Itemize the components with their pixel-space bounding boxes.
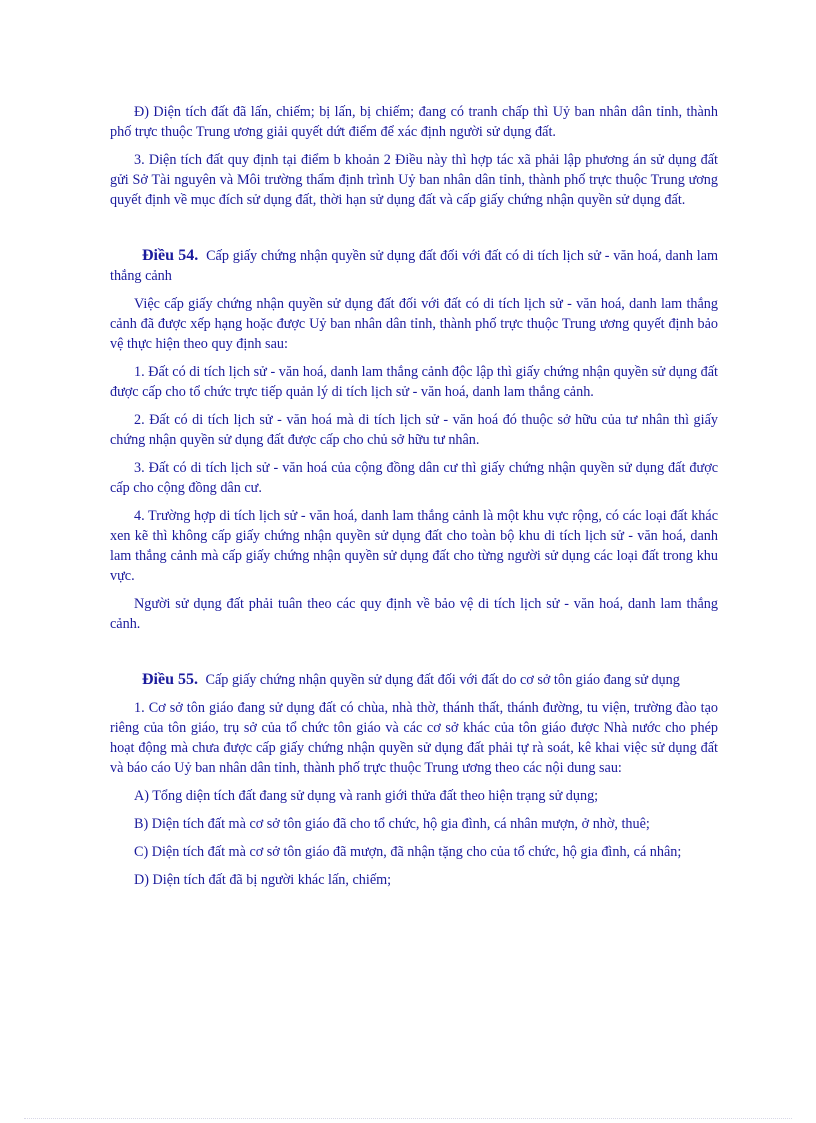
article-55-subitem-c: C) Diện tích đất mà cơ sở tôn giáo đã mượn, đã nhận tặng cho của tổ chức, hộ gia đình, cá nhân; — [134, 844, 682, 860]
page-bottom-divider — [24, 1118, 792, 1119]
article-55-subitem-a: A) Tổng diện tích đất đang sử dụng và ranh giới thửa đất theo hiện trạng sử dụng; — [134, 788, 599, 804]
article-54-item-2: 2. Đất có di tích lịch sử - văn hoá mà di tích lịch sử - văn hoá đó thuộc sở hữu của tư nhân thì giấy chứng nhận quyền sử dụng đất được cấp cho chủ sở hữu tư nhân. — [110, 412, 718, 448]
article-55-subitem-b: B) Diện tích đất mà cơ sở tôn giáo đã cho tổ chức, hộ gia đình, cá nhân mượn, ở nhờ, thuê; — [134, 816, 650, 832]
paragraph-item-3: 3. Diện tích đất quy định tại điểm b khoản 2 Điều này thì hợp tác xã phải lập phương án sử dụng đất gửi Sở Tài nguyên và Môi trường thẩm định trình Uỷ ban nhân dân tỉnh, thành phố trực thuộc Trung ương quyết định về mục đích sử dụng đất, thời hạn sử dụng đất và cấp giấy chứng nhận quyền sử dụng đất. — [110, 152, 718, 208]
article-54-closing: Người sử dụng đất phải tuân theo các quy định về bảo vệ di tích lịch sử - văn hoá, danh lam thắng cảnh. — [110, 596, 718, 632]
article-55-title: Cấp giấy chứng nhận quyền sử dụng đất đối với đất do cơ sở tôn giáo đang sử dụng — [205, 672, 680, 688]
article-55-heading — [110, 670, 718, 690]
article-54-item-1: 1. Đất có di tích lịch sử - văn hoá, danh lam thắng cảnh độc lập thì giấy chứng nhận quyền sử dụng đất được cấp cho tổ chức trực tiếp quản lý di tích lịch sử - văn hoá, danh lam thắng cảnh. — [110, 364, 718, 400]
article-54-label: Điều 54. — [142, 247, 199, 264]
article-55-item-1: 1. Cơ sở tôn giáo đang sử dụng đất có chùa, nhà thờ, thánh thất, thánh đường, tu viện, trường đào tạo riêng của tôn giáo, trụ sở của tổ chức tôn giáo và các cơ sở khác của tôn giáo được Nhà nước cho phép hoạt động mà chưa được cấp giấy chứng nhận quyền sử dụng đất phải tự rà soát, kê khai việc sử dụng đất và báo cáo Uỷ ban nhân dân tỉnh, thành phố trực thuộc Trung ương theo các nội dung sau: — [110, 700, 718, 776]
paragraph-d-clause: Đ) Diện tích đất đã lấn, chiếm; bị lấn, bị chiếm; đang có tranh chấp thì Uỷ ban nhân dân tỉnh, thành phố trực thuộc Trung ương giải quyết dứt điểm để xác định người sử dụng đất. — [110, 104, 718, 140]
article-54-title: Cấp giấy chứng nhận quyền sử dụng đất đối với đất có di tích lịch sử - văn hoá, danh lam thắng cảnh — [110, 248, 719, 284]
article-54-heading — [110, 246, 718, 286]
article-54-item-4: 4. Trường hợp di tích lịch sử - văn hoá, danh lam thắng cảnh là một khu vực rộng, có các loại đất khác xen kẽ thì không cấp giấy chứng nhận quyền sử dụng đất cho toàn bộ khu di tích lịch sử - văn hoá, danh lam thắng cảnh mà cấp giấy chứng nhận quyền sử dụng đất cho từng người sử dụng các loại đất trong khu vực. — [110, 508, 718, 584]
article-54-item-3: 3. Đất có di tích lịch sử - văn hoá của cộng đồng dân cư thì giấy chứng nhận quyền sử dụng đất được cấp cho cộng đồng dân cư. — [110, 460, 718, 496]
article-54-intro: Việc cấp giấy chứng nhận quyền sử dụng đất đối với đất có di tích lịch sử - văn hoá, danh lam thắng cảnh đã được xếp hạng hoặc được Uỷ ban nhân dân tỉnh, thành phố trực thuộc Trung ương quyết định bảo vệ thực hiện theo quy định sau: — [110, 296, 718, 352]
article-55-label: Điều 55. — [142, 671, 198, 688]
article-55-subitem-d: D) Diện tích đất đã bị người khác lấn, chiếm; — [134, 872, 392, 888]
document-page — [110, 102, 718, 898]
